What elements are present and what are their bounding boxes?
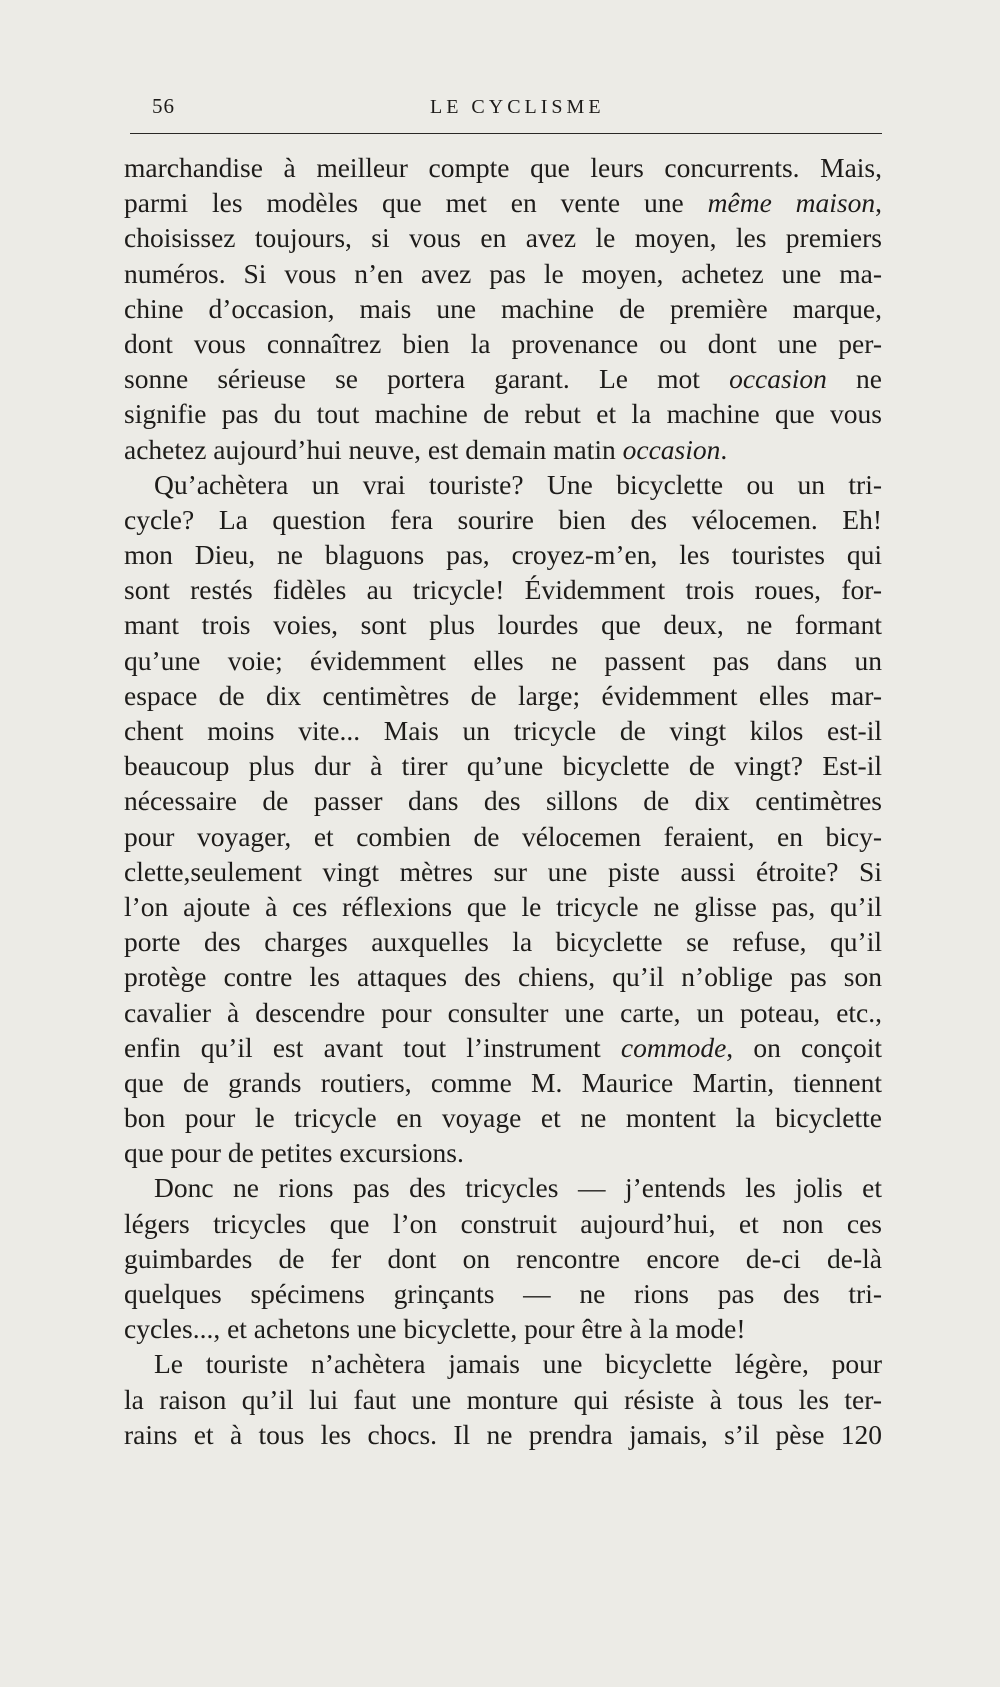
italic-text: même maison bbox=[707, 187, 876, 219]
text-line bbox=[124, 1030, 882, 1065]
text-line bbox=[124, 819, 882, 854]
text-line bbox=[124, 854, 882, 889]
italic-text: occasion bbox=[622, 433, 721, 465]
text-line bbox=[124, 185, 882, 220]
text-line bbox=[124, 396, 882, 431]
text-span: que pour de petites excursions. bbox=[124, 1137, 464, 1169]
text-line bbox=[124, 713, 882, 748]
text-line bbox=[124, 1311, 882, 1346]
text-span: cavalier à descendre pour consulter une carte, un poteau, etc., bbox=[124, 996, 882, 1028]
text-line bbox=[124, 1170, 882, 1205]
text-line bbox=[124, 361, 882, 396]
text-line bbox=[124, 220, 882, 255]
text-line bbox=[124, 924, 882, 959]
text-line bbox=[124, 643, 882, 678]
text-span: Le touriste n’achètera jamais une bicyclette légère, pour bbox=[154, 1348, 882, 1380]
italic-text: occasion bbox=[729, 363, 827, 395]
text-span: porte des charges auxquelles la bicyclette se refuse, qu’il bbox=[124, 926, 882, 958]
text-line bbox=[124, 678, 882, 713]
text-line bbox=[124, 1100, 882, 1135]
text-span: parmi les modèles que met en vente une bbox=[124, 187, 708, 219]
text-line bbox=[124, 1346, 882, 1381]
text-line bbox=[124, 1276, 882, 1311]
text-line bbox=[124, 537, 882, 572]
text-span: marchandise à meilleur compte que leurs concurrents. Mais, bbox=[124, 152, 882, 183]
text-span: enfin qu’il est avant tout l’instrument bbox=[124, 1031, 621, 1063]
text-line bbox=[124, 326, 882, 361]
text-span: bon pour le tricycle en voyage et ne montent la bicyclette bbox=[124, 1102, 882, 1134]
header-rule bbox=[130, 133, 882, 134]
text-span: signifie pas du tout machine de rebut et la machine que vous bbox=[124, 398, 882, 430]
text-line bbox=[124, 291, 882, 326]
text-span: protège contre les attaques des chiens, qu’il n’oblige pas son bbox=[124, 961, 882, 993]
text-span: mant trois voies, sont plus lourdes que deux, ne formant bbox=[124, 609, 882, 641]
text-span: l’on ajoute à ces réflexions que le tricycle ne glisse pas, qu’il bbox=[124, 890, 882, 922]
text-span: sonne sérieuse se portera garant. Le mot bbox=[124, 363, 730, 395]
text-span: chine d’occasion, mais une machine de première marque, bbox=[124, 292, 882, 324]
text-line bbox=[124, 1206, 882, 1241]
text-span: dont vous connaîtrez bien la provenance ou dont une per- bbox=[124, 327, 882, 359]
text-span: , bbox=[875, 187, 882, 219]
text-line bbox=[124, 959, 882, 994]
text-line bbox=[124, 150, 882, 185]
text-span: ne bbox=[826, 363, 882, 395]
text-span: espace de dix centimètres de large; évidemment elles mar- bbox=[124, 679, 882, 711]
text-span: pour voyager, et combien de vélocemen feraient, en bicy- bbox=[124, 820, 882, 852]
text-span: que de grands routiers, comme M. Maurice Martin, tiennent bbox=[124, 1066, 882, 1098]
text-span: cycle? La question fera sourire bien des vélocemen. Eh! bbox=[124, 503, 882, 535]
text-span: mon Dieu, ne blaguons pas, croyez-m’en, les touristes qui bbox=[124, 539, 882, 571]
text-span: qu’une voie; évidemment elles ne passent pas dans un bbox=[124, 644, 882, 676]
text-line bbox=[124, 256, 882, 291]
text-span: la raison qu’il lui faut une monture qui résiste à tous les ter- bbox=[124, 1383, 882, 1415]
text-span: Donc ne rions pas des tricycles — j’entends les jolis et bbox=[154, 1172, 882, 1204]
text-span: , on conçoit bbox=[726, 1031, 882, 1063]
text-span: nécessaire de passer dans des sillons de dix centimètres bbox=[124, 785, 882, 817]
text-span: Qu’achètera un vrai touriste? Une bicyclette ou un tri- bbox=[154, 468, 882, 500]
text-line bbox=[124, 1417, 882, 1452]
body-text bbox=[124, 150, 882, 1452]
text-span: choisissez toujours, si vous en avez le moyen, les premiers bbox=[124, 222, 882, 254]
text-line bbox=[124, 1065, 882, 1100]
text-line bbox=[124, 995, 882, 1030]
text-line bbox=[124, 467, 882, 502]
text-span: quelques spécimens grinçants — ne rions pas des tri- bbox=[124, 1278, 882, 1309]
text-span: numéros. Si vous n’en avez pas le moyen, achetez une ma- bbox=[124, 257, 882, 289]
text-span: légers tricycles que l’on construit aujourd’hui, et non ces bbox=[124, 1207, 882, 1239]
text-span: guimbardes de fer dont on rencontre encore de-ci de-là bbox=[124, 1242, 882, 1274]
text-line bbox=[124, 1382, 882, 1417]
text-span: rains et à tous les chocs. Il ne prendra jamais, s’il pèse 120 bbox=[124, 1418, 882, 1450]
text-line bbox=[124, 572, 882, 607]
text-span: achetez aujourd’hui neuve, est demain matin bbox=[124, 433, 623, 465]
text-span: . bbox=[720, 433, 728, 465]
italic-text: commode bbox=[620, 1031, 727, 1063]
text-span: sont restés fidèles au tricycle! Évidemment trois roues, for- bbox=[124, 574, 882, 606]
text-line bbox=[124, 607, 882, 642]
text-line bbox=[124, 889, 882, 924]
text-line bbox=[124, 432, 882, 467]
text-line bbox=[124, 1241, 882, 1276]
text-line bbox=[124, 783, 882, 818]
page-number: 56 bbox=[152, 94, 175, 118]
text-span: clette,seulement vingt mètres sur une piste aussi étroite? Si bbox=[124, 855, 882, 887]
page-header bbox=[150, 90, 880, 130]
running-title: LE CYCLISME bbox=[430, 96, 605, 118]
text-span: beaucoup plus dur à tirer qu’une bicyclette de vingt? Est-il bbox=[124, 750, 882, 782]
text-span: chent moins vite... Mais un tricycle de vingt kilos est-il bbox=[124, 715, 882, 746]
text-line bbox=[124, 748, 882, 783]
text-span: cycles..., et achetons une bicyclette, pour être à la mode! bbox=[124, 1313, 746, 1345]
text-line bbox=[124, 502, 882, 537]
text-line bbox=[124, 1135, 882, 1170]
